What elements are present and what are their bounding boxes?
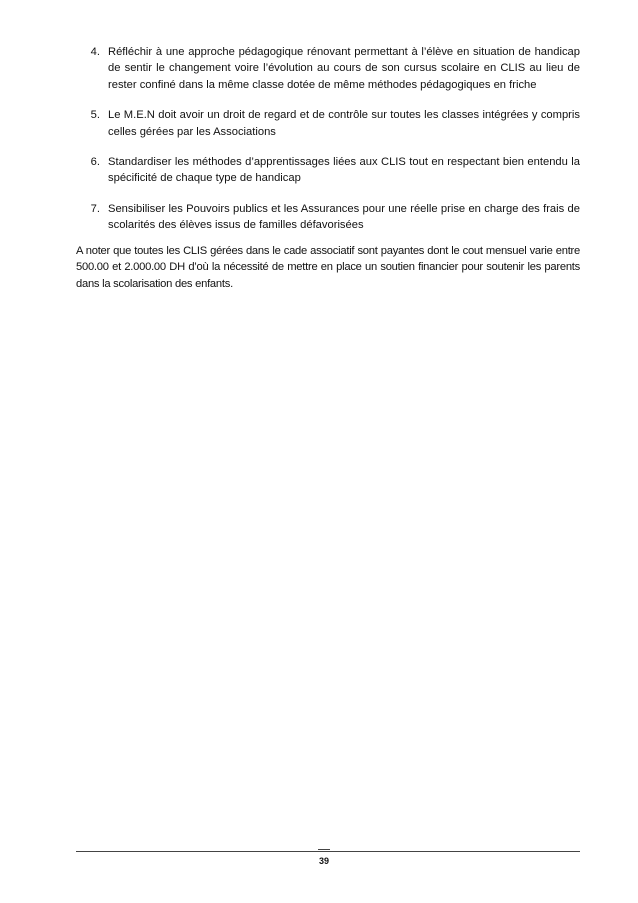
note-paragraph: A noter que toutes les CLIS gérées dans le cade associatif sont payantes dont le cout mensuel varie entre 500.00 et 2.000.00 DH d’où la nécessité de mettre en place un soutien financier pour soutenir les parents dans la scolarisation des enfants. (76, 245, 580, 290)
list-item-text: Standardiser les méthodes d’apprentissages liées aux CLIS tout en respectant bien entendu la spécificité de chaque type de handicap (108, 156, 580, 185)
list-item-number: 6. (90, 156, 100, 169)
list-item (76, 107, 580, 140)
recommendations-list (76, 44, 580, 248)
list-item-text: Réfléchir à une approche pédagogique rénovant permettant à l’élève en situation de handicap de sentir le changement voire l’évolution au cours de son cursus scolaire en CLIS au lieu de rester confiné dans la même classe dotée de même méthodes pédagogiques en friche (108, 46, 580, 91)
list-item (76, 154, 580, 187)
list-item-number: 5. (90, 109, 100, 122)
list-item-number: 7. (90, 202, 100, 215)
list-item-number: 4. (90, 46, 100, 58)
list-item-text: Sensibiliser les Pouvoirs publics et les Assurances pour une réelle prise en charge des frais de scolarités des élèves issus de familles défavorisées (108, 202, 580, 232)
page-number: 39 (318, 856, 329, 866)
footer-divider (76, 851, 580, 852)
list-item (76, 201, 580, 234)
list-item (76, 44, 580, 93)
list-item-text: Le M.E.N doit avoir un droit de regard et de contrôle sur toutes les classes intégrées y compris celles gérées par les Associations (108, 109, 580, 138)
footer-rule-mark (318, 849, 330, 850)
